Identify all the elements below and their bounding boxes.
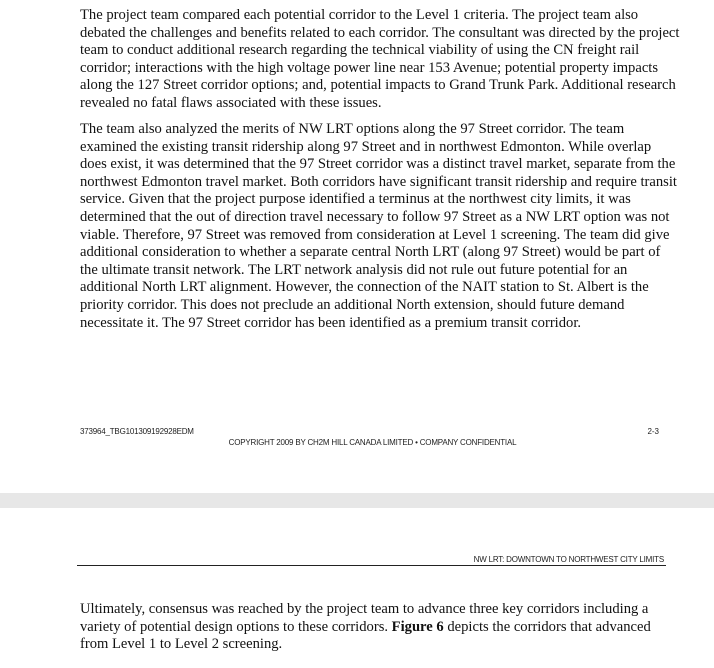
figure-reference: Figure 6 [391, 618, 444, 635]
body-paragraph: The project team compared each potential corridor to the Level 1 criteria. The project team also debated the challenges and benefits related to each corridor. The consultant was directed by the project team to conduct additional research regarding the technical viability of using the CN freight rail corridor; interactions with the high voltage power line near 153 Avenue; potential property impacts along the 127 Street corridor options; and, potential impacts to Grand Trunk Park. Additional research revealed no fatal flaws associated with these issues. [80, 7, 680, 111]
paragraph-text: depicts the corridors that advanced from Level 1 to Level 2 screening. [80, 618, 651, 653]
paragraph-text: Ultimately, consensus was reached by the project team to advance three key corridors including a variety of potential design options to these corridors. [80, 601, 649, 635]
page-separator [0, 493, 714, 508]
footer-page-number: 2-3 [647, 427, 659, 436]
footer-copyright: COPYRIGHT 2009 BY CH2M HILL CANADA LIMITED • COMPANY CONFIDENTIAL [228, 438, 517, 447]
running-header: NW LRT: DOWNTOWN TO NORTHWEST CITY LIMITS [473, 555, 664, 564]
header-rule [77, 565, 666, 566]
body-paragraph: The team also analyzed the merits of NW LRT options along the 97 Street corridor. The team examined the existing transit ridership along 97 Street and in northwest Edmonton. While overlap does exist, it was determined that the 97 Street corridor was a distinct travel market, separate from the northwest Edmonton travel market. Both corridors have significant transit ridership and require transit service. Given that the project purpose identified a terminus at the northwest city limits, it was determined that the out of direction travel necessary to follow 97 Street as a NW LRT option was not viable. Therefore, 97 Street was removed from consideration at Level 1 screening. The team did give additional consideration to whether a separate central North LRT (along 97 Street) would be part of the ultimate transit network. The LRT network analysis did not rule out future potential for an additional North LRT alignment. However, the connection of the NAIT station to St. Albert is the priority corridor. This does not preclude an additional North extension, should future demand necessitate it. The 97 Street corridor has been identified as a premium transit corridor. [80, 121, 677, 331]
footer-document-id: 373964_TBG101309192928EDM [80, 427, 194, 436]
body-paragraph [80, 601, 680, 654]
